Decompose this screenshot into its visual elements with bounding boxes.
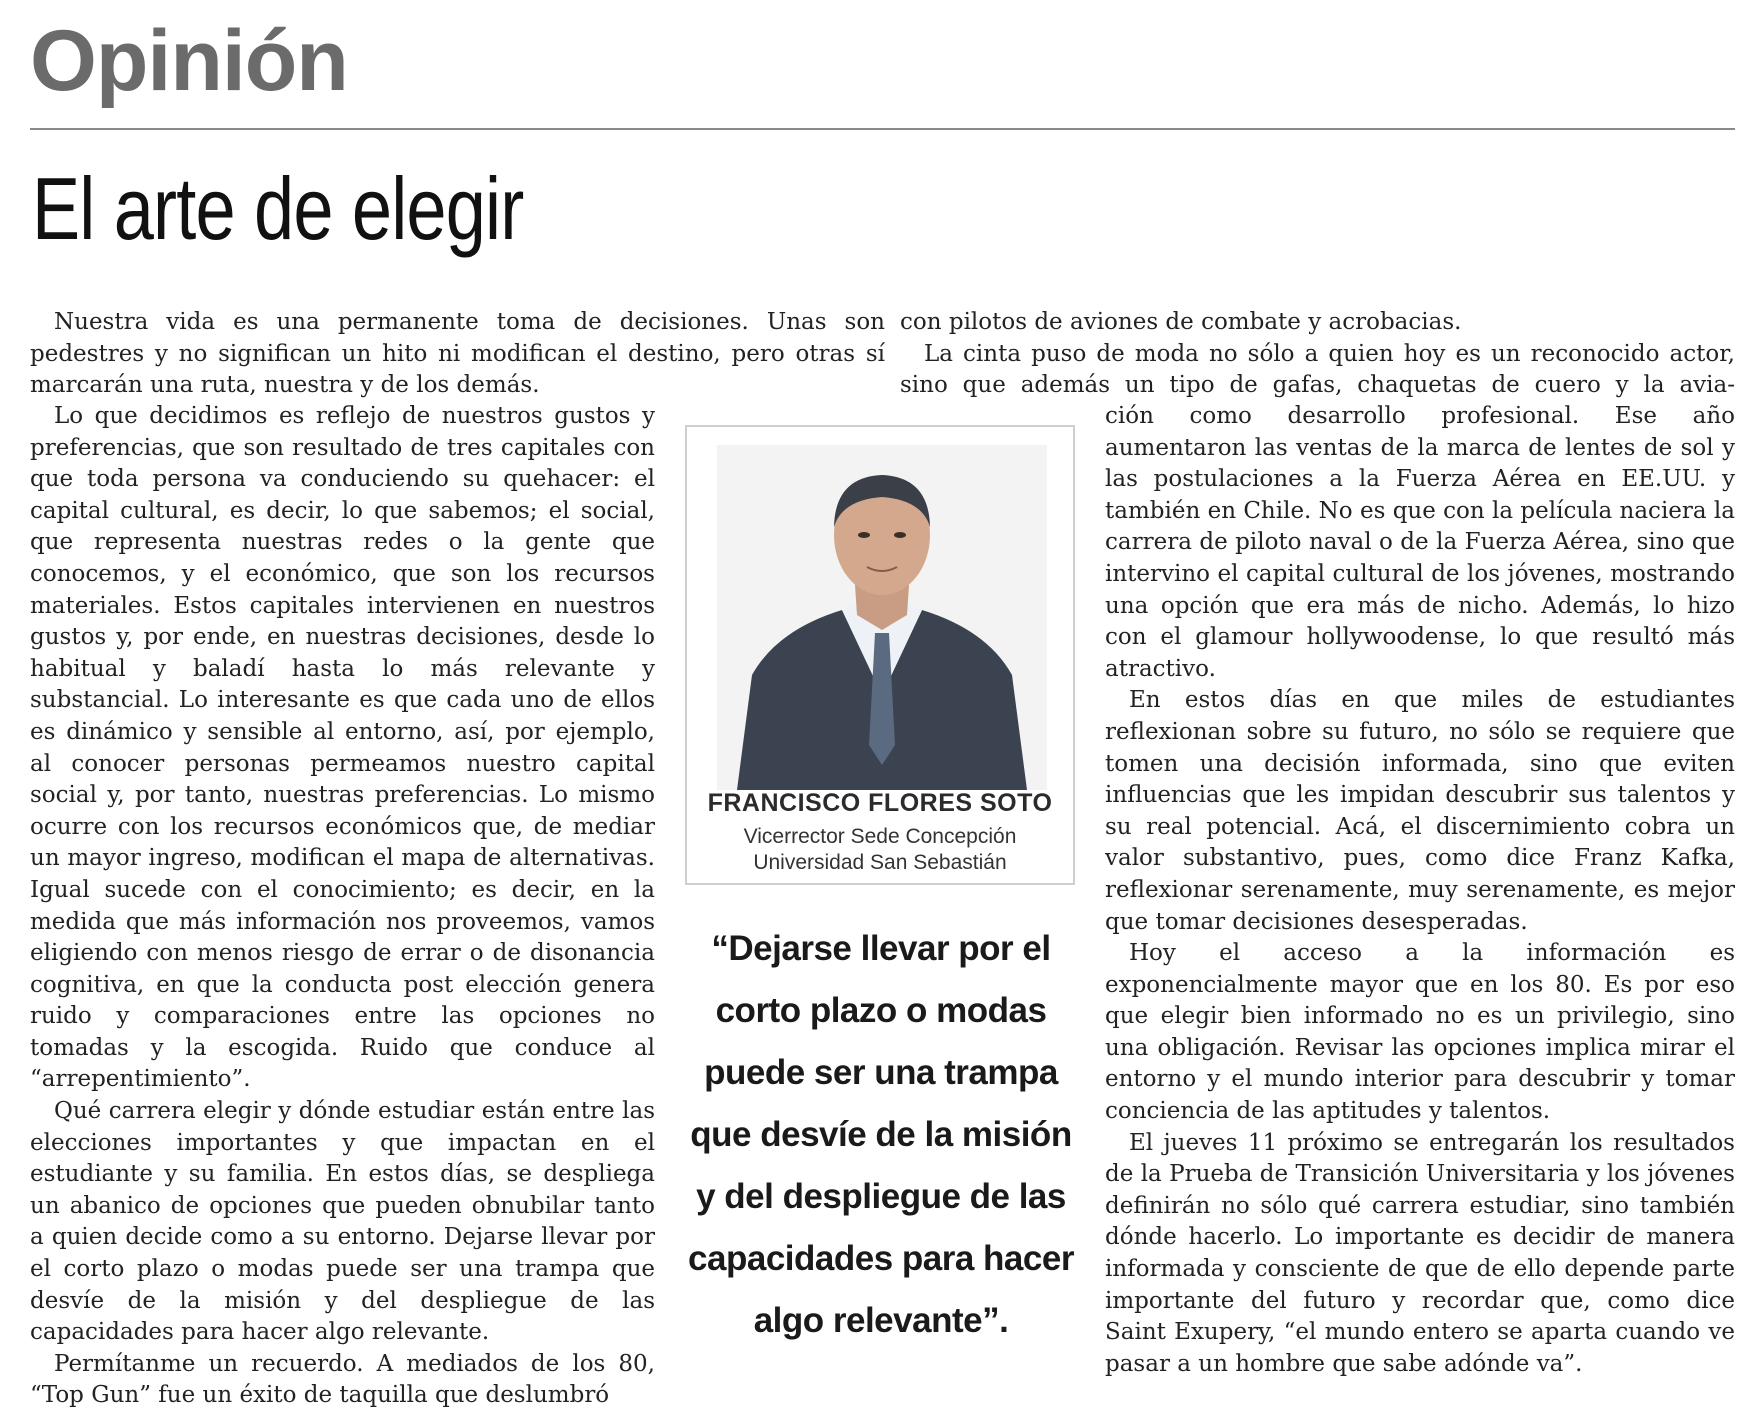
headline: El arte de elegir <box>32 159 524 258</box>
article-column-left <box>30 401 655 1412</box>
paragraph: En estos días en que miles de estudiantes reflexionan sobre su futuro, no sólo se requiere que tomen una decisión informada, sino que eviten influencias que les impidan descubrir sus talentos y su real potencial. Acá, el discernimiento cobra un valor substantivo, pues, como dice Franz Kafka, reflexionar serenamente, muy serenamente, es mejor que tomar decisiones desesperadas. <box>1105 687 1735 935</box>
paragraph: Permítanme un recuerdo. A mediados de los 80, “Top Gun” fue un éxito de taquilla que deslumbró <box>30 1350 655 1409</box>
author-organization: Universidad San Sebastián <box>753 851 1007 874</box>
pull-quote: “Dejarse llevar por el corto plazo o modas puede ser una trampa que desvíe de la misión y del despliegue de las capacidades para hacer algo relevante”. <box>688 929 1074 1340</box>
paragraph: Qué carrera elegir y dónde estudiar están entre las elecciones importantes y que impactan en el estudiante y su familia. En estos días, se despliega un abanico de opciones que pueden obnubilar tanto a quien decide como a su entorno. Dejarse llevar por el corto plazo o modas puede ser una trampa que desvíe de la misión y del despliegue de las capacidades para hacer algo relevante. <box>30 1098 655 1346</box>
paragraph: Nuestra vida es una permanente toma de decisiones. Unas son pedestres y no significan un hito ni modifican el destino, pero otras sí marcarán una ruta, nuestra y de los demás. <box>30 309 885 399</box>
paragraph: Lo que decidimos es reflejo de nuestros gustos y preferencias, que son resultado de tres capitales con que toda persona va conduciendo su quehacer: el capital cultural, es decir, lo que sabemos; el social, que representa nuestras redes o la gente que conocemos, y el económico, que son los recursos materiales. Estos capitales intervienen en nuestros gustos y, por ende, en nuestras decisiones, desde lo habitual y baladí hasta lo más relevante y substancial. Lo interesante es que cada uno de ellos es dinámico y sensible al entorno, así, por ejemplo, al conocer personas permeamos nuestro capital social y, por tanto, nuestras preferencias. Lo mismo ocurre con los recursos económicos que, de mediar un mayor ingreso, modifican el mapa de alternativas. Igual sucede con el conocimiento; es decir, en la medida que más información nos proveemos, vamos eligiendo con menos riesgo de errar o de disonancia cognitiva, en que la conducta post elección genera ruido y comparaciones entre las opciones no tomadas y la escogida. Ruido que conduce al “arrepentimiento”. <box>30 403 655 1093</box>
portrait-illustration <box>717 445 1047 790</box>
article-top-right <box>900 307 1735 402</box>
article-intro <box>30 307 885 402</box>
author-role: Vicerrector Sede Concepción <box>743 825 1017 848</box>
paragraph: con pilotos de aviones de combate y acrobacias. <box>900 309 1462 335</box>
author-name: FRANCISCO FLORES SOTO <box>707 789 1053 817</box>
article-column-right <box>1105 401 1735 1380</box>
paragraph: Hoy el acceso a la información es exponencialmente mayor que en los 80. Es por eso que elegir bien informado no es un privilegio, sino una obligación. Revisar las opciones implica mirar el entorno y el mundo interior para descubrir y tomar conciencia de las aptitudes y talentos. <box>1105 940 1735 1125</box>
paragraph: ción como desarrollo profesional. Ese año aumentaron las ventas de la marca de lentes de sol y las postulaciones a la Fuerza Aérea en EE.UU. y también en Chile. No es que con la película naciera la carrera de piloto naval o de la Fuerza Aérea, sino que intervino el capital cultural de los jóvenes, mostrando una opción que era más de nicho. Además, lo hizo con el glamour hollywoodense, lo que resultó más atractivo. <box>1105 403 1735 682</box>
section-rule <box>30 128 1735 130</box>
section-label: Opinión <box>30 13 348 109</box>
author-box <box>685 425 1075 885</box>
paragraph: El jueves 11 próximo se entregarán los resultados de la Prueba de Transición Universitaria y los jóvenes definirán no sólo qué carrera estudiar, sino también dónde hacerlo. Lo importante es decidir de manera informada y consciente de que de ello depende parte importante del futuro y recordar que, como dice Saint Exupery, “el mundo entero se aparta cuando ve pasar a un hombre que sabe adónde va”. <box>1105 1129 1735 1377</box>
author-photo <box>717 445 1047 790</box>
paragraph: La cinta puso de moda no sólo a quien hoy es un reconocido actor, sino que además un tipo de gafas, chaquetas de cuero y la avia- <box>900 340 1735 399</box>
